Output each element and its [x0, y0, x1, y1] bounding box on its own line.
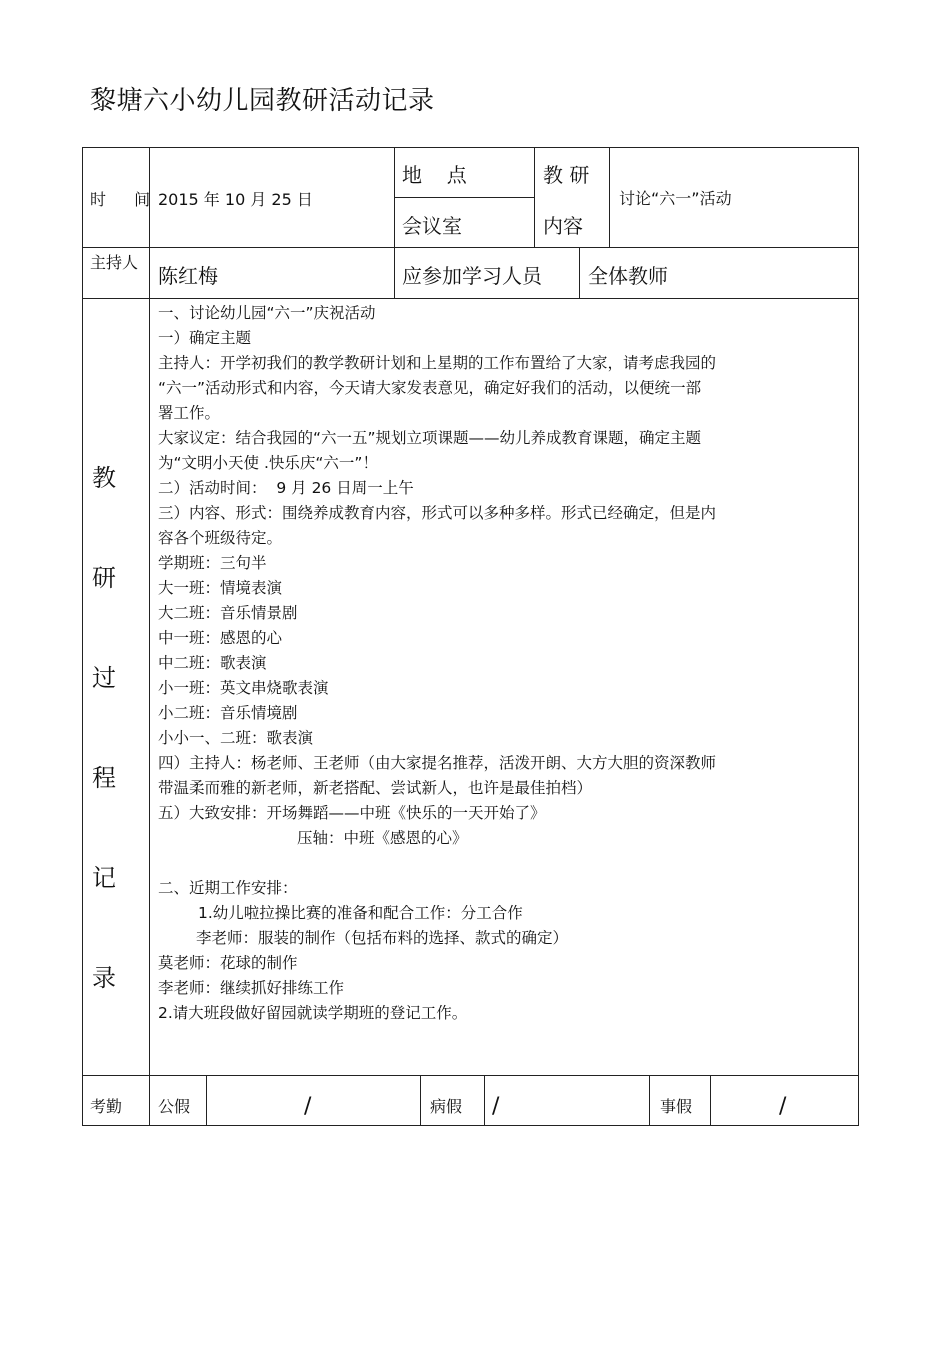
record-label-char: 记	[92, 864, 116, 892]
host-label: 主持人	[90, 253, 139, 272]
table-col-place	[394, 147, 395, 299]
table-col-content-label	[534, 147, 535, 248]
content-label-line1: 教 研	[543, 163, 590, 187]
personal-leave-value: /	[779, 1094, 787, 1119]
record-line: 一）确定主题	[158, 329, 252, 347]
record-label-char: 过	[92, 664, 116, 692]
table-border-top	[82, 147, 859, 148]
record-line: 1.幼儿啦拉操比赛的准备和配合工作：分工合作	[198, 904, 523, 922]
record-label-char: 录	[92, 964, 116, 992]
record-line: 四）主持人：杨老师、王老师（由大家提名推荐，活泼开朗、大方大胆的资深教师	[158, 754, 717, 772]
record-line: 中一班：感恩的心	[158, 629, 283, 647]
table-col-attendance-1	[206, 1075, 207, 1126]
table-col-attendance-5	[710, 1075, 711, 1126]
record-line: 小小一、二班：歌表演	[158, 729, 314, 747]
attendance-label: 考勤	[90, 1097, 123, 1116]
record-line: “六一”活动形式和内容，今天请大家发表意见，确定好我们的活动，以便统一部	[158, 379, 702, 397]
table-divider-row1	[82, 247, 859, 248]
record-label-char: 研	[92, 564, 116, 592]
record-line: 莫老师：花球的制作	[158, 954, 298, 972]
record-line: 三）内容、形式：围绕养成教育内容，形式可以多种多样。形式已经确定，但是内	[158, 504, 717, 522]
record-line: 大一班：情境表演	[158, 579, 283, 597]
participants-value: 全体教师	[588, 264, 668, 288]
sick-leave-label: 病假	[430, 1097, 463, 1116]
content-label-line2: 内容	[543, 214, 583, 238]
table-border-right	[858, 147, 859, 1126]
record-line: 二）活动时间： 9 月 26 日周一上午	[158, 479, 414, 497]
record-line: 小二班：音乐情境剧	[158, 704, 298, 722]
record-line: 署工作。	[158, 404, 221, 422]
record-line: 学期班：三句半	[158, 554, 267, 572]
record-line: 容各个班级待定。	[158, 529, 283, 547]
record-line: 主持人：开学初我们的教学教研计划和上星期的工作布置给了大家，请考虑我园的	[158, 354, 717, 372]
place-label: 地 点	[402, 163, 471, 187]
record-line: 2.请大班段做好留园就读学期班的登记工作。	[158, 1004, 468, 1022]
table-col-attendance-3	[484, 1075, 485, 1126]
official-leave-value: /	[304, 1094, 312, 1119]
record-line: 一、讨论幼儿园“六一”庆祝活动	[158, 304, 376, 322]
table-col-label	[149, 147, 150, 1126]
content-value: 讨论“六一”活动	[619, 189, 732, 208]
record-line: 压轴：中班《感恩的心》	[297, 829, 468, 847]
record-line: 为“文明小天使 .快乐庆“六一”！	[158, 454, 378, 472]
table-divider-row2	[82, 298, 859, 299]
page-title: 黎塘六小幼儿园教研活动记录	[90, 86, 435, 116]
record-label-char: 程	[92, 764, 116, 792]
table-divider-row3	[82, 1075, 859, 1076]
record-line: 李老师：服装的制作（包括布料的选择、款式的确定）	[196, 929, 569, 947]
record-line: 大家议定：结合我园的“六一五”规划立项课题——幼儿养成教育课题，确定主题	[158, 429, 702, 447]
record-line: 带温柔而雅的新老师，新老搭配、尝试新人，也许是最佳拍档）	[158, 779, 593, 797]
table-col-participants	[579, 247, 580, 299]
table-col-content-value	[609, 147, 610, 248]
record-line: 小一班：英文串烧歌表演	[158, 679, 329, 697]
place-value: 会议室	[402, 214, 462, 238]
record-line: 五）大致安排：开场舞蹈——中班《快乐的一天开始了》	[158, 804, 546, 822]
table-border-left	[82, 147, 83, 1126]
record-line: 中二班：歌表演	[158, 654, 267, 672]
sick-leave-value: /	[492, 1094, 500, 1119]
official-leave-label: 公假	[158, 1097, 191, 1116]
time-label: 时 间	[90, 190, 157, 209]
record-label-char: 教	[92, 464, 116, 492]
table-border-bottom	[82, 1125, 859, 1126]
personal-leave-label: 事假	[660, 1097, 693, 1116]
host-value: 陈红梅	[158, 264, 218, 288]
table-divider-place	[394, 197, 534, 198]
record-line: 李老师：继续抓好排练工作	[158, 979, 345, 997]
table-col-attendance-4	[649, 1075, 650, 1126]
time-value: 2015 年 10 月 25 日	[158, 190, 313, 209]
record-line: 大二班：音乐情景剧	[158, 604, 298, 622]
participants-label: 应参加学习人员	[402, 264, 542, 288]
record-line: 二、近期工作安排：	[158, 879, 298, 897]
table-col-attendance-2	[420, 1075, 421, 1126]
